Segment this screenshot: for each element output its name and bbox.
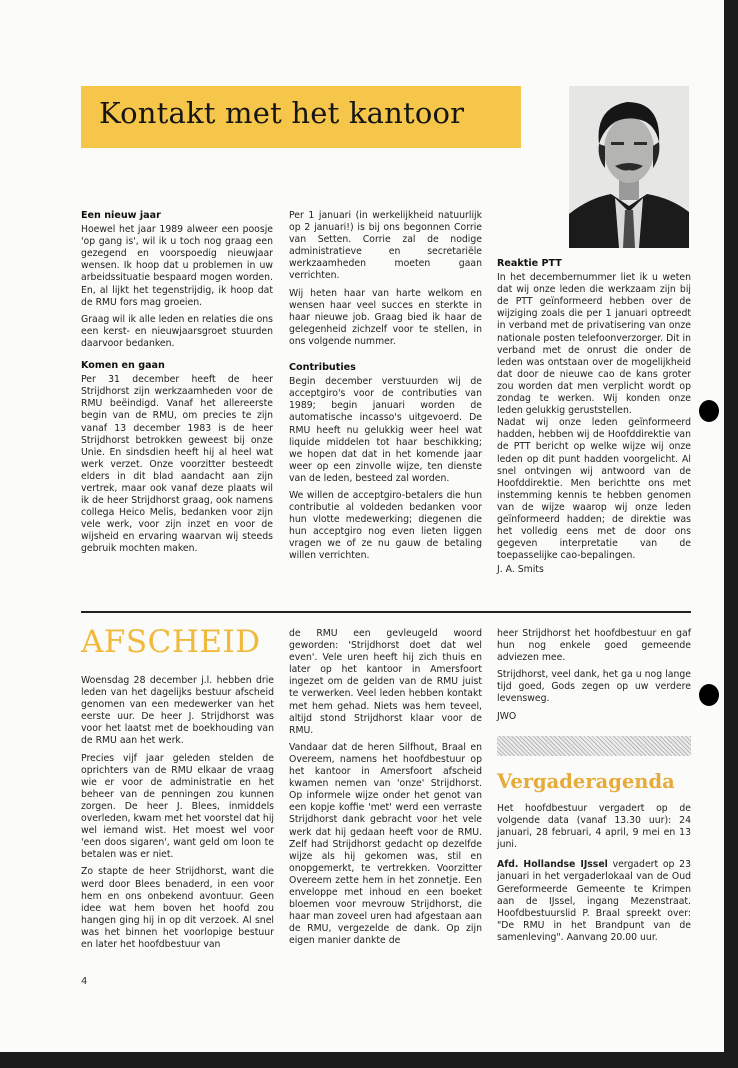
paragraph: Precies vijf jaar geleden stelden de oprichters van de RMU elkaar de vraag wie er voor de administratie en het beheer van de penningen zou kunnen zorgen. De heer J. Blees, inmiddels overleden, kwam met het voorstel dat hij wel iemand wist. Het moest wel voor 'een doos sigaren', want geld om loon te betalen was er niet.	[81, 752, 274, 861]
punch-hole	[699, 400, 719, 422]
paragraph: Begin december verstuurden wij de acceptgiro's voor de contributies van 1989; begin januari worden de automatische incasso's uitgevoerd. De RMU heeft nu gelukkig weer heel wat liquide middelen tot haar beschikking; we hopen dat dat in het komende jaar weer op een zinvolle wijze, ten dienste van de leden, besteed zal worden.	[289, 376, 482, 484]
column-contributies	[289, 210, 482, 568]
page-number: 4	[81, 976, 88, 987]
paragraph: Vandaar dat de heren Silfhout, Braal en Overeem, namens het hoofdbestuur op het kantoor in Amersfoort afscheid kwamen nemen van 'onze' Strijdhorst. Op informele wijze onder het genot van een kopje koffie 'met' werd een verraste Strijdhorst dank gebracht voor het vele werk dat hij gedaan heeft voor de RMU. Zelf had Strijdhorst gedacht op dezelfde wijze als hij gekomen was, stil en onopgemerkt, te vertrekken. Voorzitter Overeem zette hem in het zonnetje. Een enveloppe met inhoud en een boeket bloemen voor mevrouw Strijdhorst, die haar man zoveel uren had afgestaan aan de RMU, vergezelde de dank. Op zijn eigen manier dankte de	[289, 741, 482, 947]
heading-reaktie-ptt: Reaktie PTT	[497, 258, 562, 269]
signature: J. A. Smits	[497, 564, 544, 576]
column-een-nieuw-jaar	[81, 210, 273, 561]
paragraph: We willen de acceptgiro-betalers die hun contributie al voldeden bedanken voor hun vlotte medewerking; diegenen die hun acceptgiro nog even lieten liggen vragen we of ze nu gauw de betaling willen verrichten.	[289, 489, 482, 562]
afdeling-text: vergadert op 23 januari in het vergaderlokaal van de Oud Gereformeerde Gemeente te Krimpen aan de IJssel, ingang Mezenstraat. Hoofdbestuurslid P. Braal spreekt over: "De RMU in het Brandpunt van de samenleving". Aanvang 20.00 uur.	[497, 859, 691, 943]
heading-een-nieuw-jaar: Een nieuw jaar	[81, 210, 161, 221]
paragraph: In het decembernummer liet ik u weten dat wij onze leden die werkzaam zijn bij de PTT geïnformeerd hebben over de wijziging zoals die per 1 januari optreedt in verband met de privatisering van onze nationale posten telefoonverzorger. Dit in verband met de onrust die onder de leden was ontstaan over de mogelijkheid dat door de nieuwe cao de kans groter zou worden dat men verplicht wordt op zondag te werken. Wij konden onze leden gelukkig geruststellen.	[497, 272, 691, 417]
portrait-image	[569, 86, 689, 248]
paragraph	[497, 859, 691, 944]
paragraph: heer Strijdhorst het hoofdbestuur en gaf hun nog enkele goed gemeende adviezen mee.	[497, 628, 691, 664]
signature: JWO	[497, 710, 517, 722]
column-afscheid-3	[497, 628, 691, 728]
column-afscheid-2	[289, 628, 482, 952]
paragraph: Per 1 januari (in werkelijkheid natuurlijk op 2 januari!) is bij ons begonnen Corrie van Setten. Corrie zal de nodige administratieve en secretariële werkzaamheden moeten gaan verrichten.	[289, 210, 482, 282]
author-photo	[569, 86, 689, 248]
paragraph: Nadat wij onze leden geïnformeerd hadden, hebben wij de Hoofddirektie van de PTT bericht op welke wijze wij onze leden op dit punt hadden voorgelicht. Al snel ontvingen wij antwoord van de Hoofddirektie. Men berichtte ons met instemming kennis te hebben genomen van de wijze waarop wij onze leden geïnformeerd hadden; de direktie was het volledig eens met de door ons gegeven interpretatie van de toepasselijke cao-bepalingen.	[497, 417, 691, 562]
paragraph: Het hoofdbestuur vergadert op de volgende data (vanaf 13.30 uur): 24 januari, 28 februari, 4 april, 9 mei en 13 juni.	[497, 803, 691, 851]
heading-contributies: Contributies	[289, 362, 356, 374]
section-divider	[81, 611, 691, 613]
paragraph: Woensdag 28 december j.l. hebben drie leden van het dagelijks bestuur afscheid genomen van een medewerker van het eerste uur. De heer J. Strijdhorst was voor het laatst met de boekhouding van de RMU aan het werk.	[81, 675, 274, 747]
column-afscheid-1	[81, 675, 274, 956]
paragraph: Wij heten haar van harte welkom en wensen haar veel succes en sterkte in haar nieuwe job. Graag bied ik haar de gelegenheid zichzelf voor te stellen, in ons volgende nummer.	[289, 287, 482, 347]
afscheid-title: AFSCHEID	[81, 624, 261, 660]
paragraph: Strijdhorst, veel dank, het ga u nog lange tijd goed, Gods zegen op uw verdere levensweg.	[497, 669, 691, 705]
column-vergaderagenda	[497, 803, 691, 949]
vergaderagenda-title: Vergaderagenda	[497, 770, 675, 793]
punch-hole	[699, 684, 719, 706]
title-banner	[81, 86, 521, 148]
paragraph: Per 31 december heeft de heer Strijdhorst zijn werkzaamheden voor de RMU beëindigd. Vanaf het allereerste begin van de RMU, om precies te zijn vanaf 13 december 1983 is de heer Strijdhorst betrokken geweest bij onze Unie. En sindsdien heeft hij al heel wat werk verzet. Onze voorzitter besteedt elders in dit blad aandacht aan zijn vertrek, maar ook vanaf deze plaats wil ik de heer Strijdhorst graag, ook namens collega Heico Melis, bedanken voor zijn vele werk, voor zijn inzet en voor de wijsheid en ervaring waarvan wij steeds gebruik mochten maken.	[81, 374, 273, 555]
paragraph: Zo stapte de heer Strijdhorst, want die werd door Blees benaderd, in een voor hem en ons onbekend avontuur. Geen idee wat hem boven het hoofd zou hangen ging hij in op dit verzoek. Al snel was het binnen het voorlopige bestuur en later het hoofdbestuur van	[81, 866, 274, 950]
hatched-band	[497, 736, 691, 756]
page-title: Kontakt met het kantoor	[99, 96, 465, 130]
afdeling-label: Afd. Hollandse IJssel	[497, 859, 608, 871]
paragraph: de RMU een gevleugeld woord geworden: 'Strijdhorst doet dat wel even'. Vele uren heeft hij zich thuis en later op het kantoor in Amersfoort ingezet om de gelden van de RMU juist te verwerken. Veel leden hebben kontakt met hem gehad. Niets was hem teveel, altijd stond Strijdhorst klaar voor de RMU.	[289, 628, 482, 736]
paragraph: Graag wil ik alle leden en relaties die ons een kerst- en nieuwjaarsgroet stuurden daarvoor bedanken.	[81, 313, 273, 349]
heading-komen-en-gaan: Komen en gaan	[81, 360, 165, 372]
paragraph: Hoewel het jaar 1989 alweer een poosje 'op gang is', wil ik u toch nog graag een gezegend en voorspoedig nieuwjaar wensen. Ik hoop dat u problemen in uw arbeidssituatie bespaard mogen worden. En, al lijkt het tegenstrijdig, ik hoop dat de RMU fors mag groeien.	[81, 224, 273, 308]
column-reaktie-ptt	[497, 258, 691, 581]
